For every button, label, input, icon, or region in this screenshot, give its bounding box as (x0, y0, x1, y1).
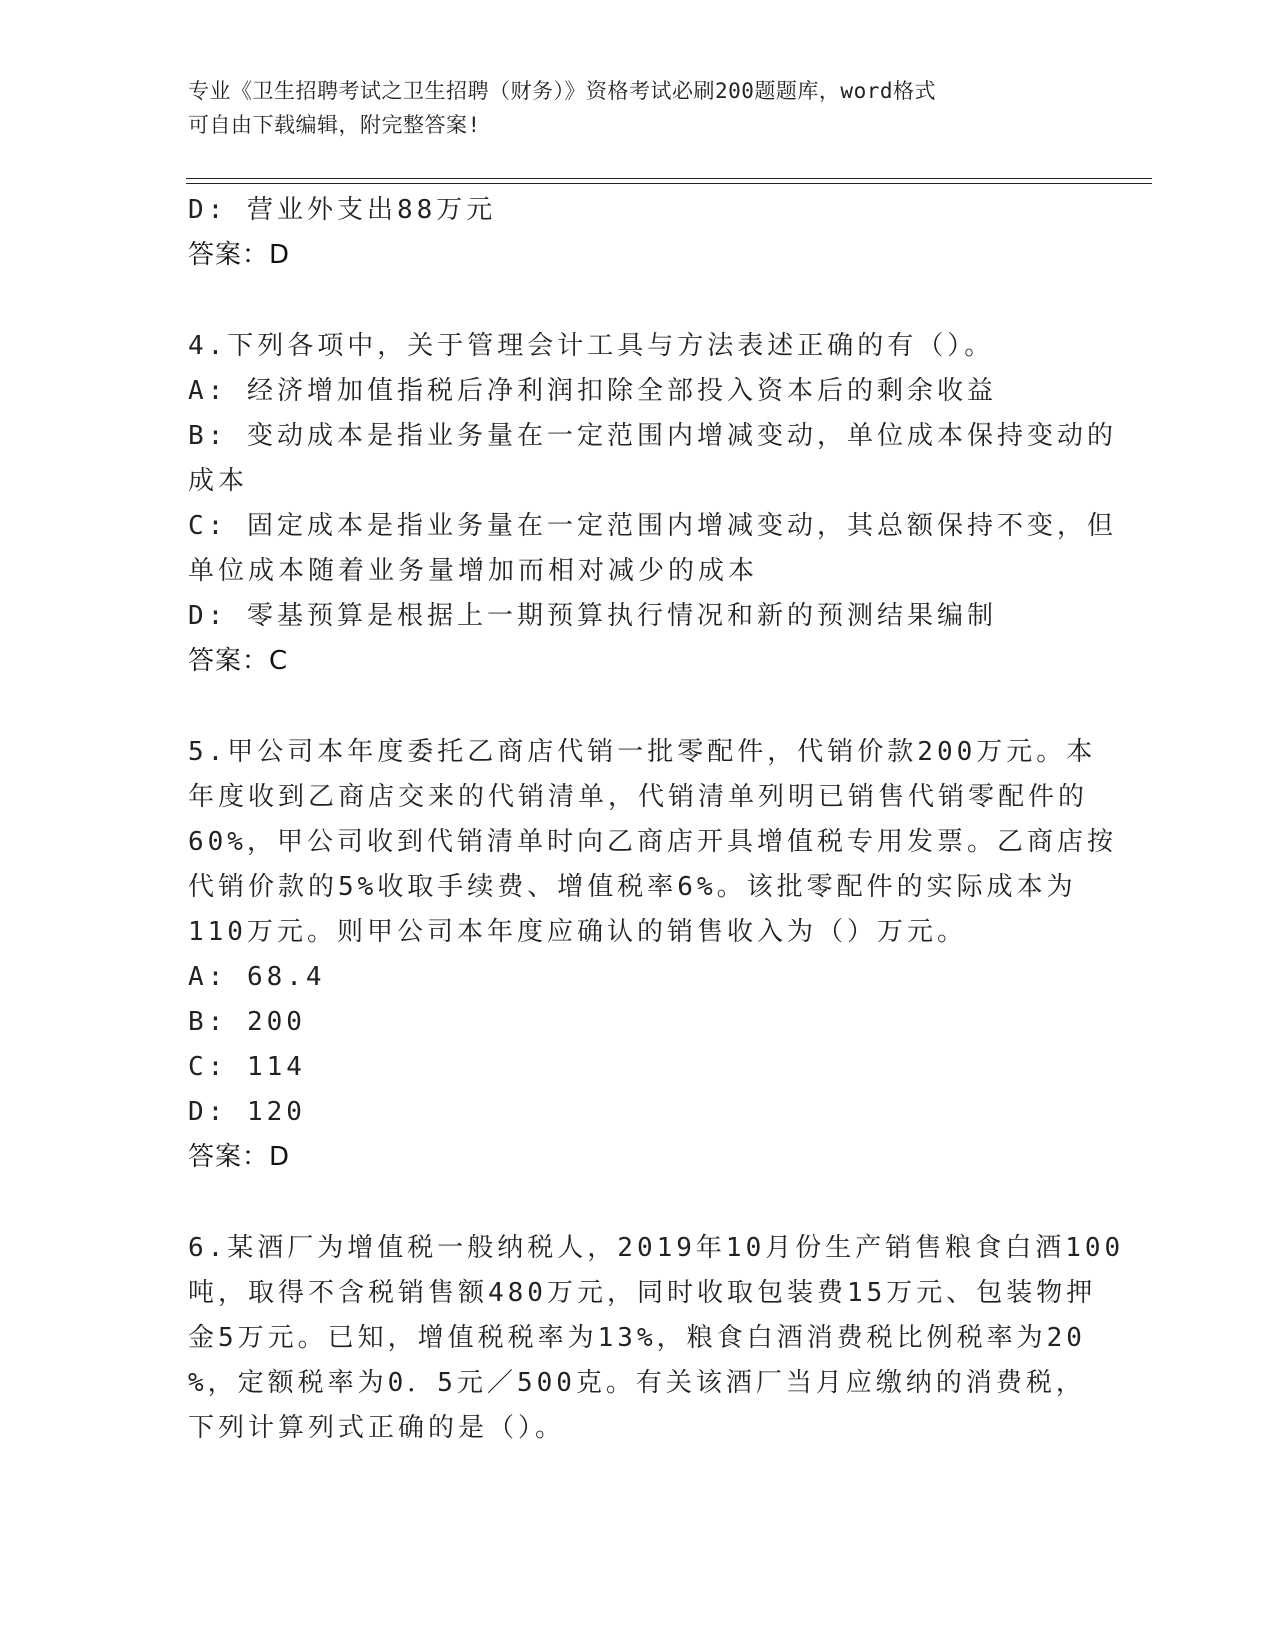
q6-stem-line-4: %，定额税率为0．5元／500克。有关该酒厂当月应缴纳的消费税， (188, 1368, 1086, 1398)
q5-stem-line-1: 5.甲公司本年度委托乙商店代销一批零配件，代销价款200万元。本 (188, 737, 1097, 767)
question-4 (188, 324, 1117, 684)
q4-option-d: D: 零基预算是根据上一期预算执行情况和新的预测结果编制 (188, 601, 997, 631)
q4-option-b-line-1: B: 变动成本是指业务量在一定范围内增减变动，单位成本保持变动的 (188, 421, 1117, 451)
spacer (188, 684, 1078, 730)
q5-stem-line-3: 60%，甲公司收到代销清单时向乙商店开具增值税专用发票。乙商店按 (188, 827, 1117, 857)
q6-stem-line-5: 下列计算列式正确的是（）。 (188, 1413, 566, 1443)
q4-answer: 答案：C (188, 646, 289, 676)
question-content (188, 188, 1125, 1451)
q5-option-a: A: 68.4 (188, 962, 326, 992)
spacer (188, 278, 1078, 324)
header-divider-top (186, 178, 1152, 179)
q6-stem-line-3: 金5万元。已知，增值税税率为13%，粮食白酒消费税比例税率为20 (188, 1323, 1086, 1353)
q5-answer: 答案：D (188, 1142, 291, 1172)
question-5 (188, 730, 1117, 1180)
q4-option-c-line-2: 单位成本随着业务量增加而相对减少的成本 (188, 556, 759, 586)
q5-option-b: B: 200 (188, 1007, 306, 1037)
q4-stem: 4.下列各项中，关于管理会计工具与方法表述正确的有（）。 (188, 331, 995, 361)
q3-option-d: D: 营业外支出88万元 (188, 195, 497, 225)
q5-stem-line-4: 代销价款的5%收取手续费、增值税率6%。该批零配件的实际成本为 (188, 872, 1077, 902)
q5-option-d: D: 120 (188, 1097, 306, 1127)
question-3-tail (188, 188, 1078, 278)
question-6 (188, 1226, 1125, 1451)
header-title-line-2: 可自由下载编辑，附完整答案! (188, 113, 481, 137)
q6-stem-line-2: 吨，取得不含税销售额480万元，同时收取包装费15万元、包装物押 (188, 1278, 1097, 1308)
q5-stem-line-5: 110万元。则甲公司本年度应确认的销售收入为（）万元。 (188, 917, 967, 947)
q5-stem-line-2: 年度收到乙商店交来的代销清单，代销清单列明已销售代销零配件的 (188, 782, 1089, 812)
q4-option-b-line-2: 成本 (188, 466, 249, 496)
q3-answer: 答案：D (188, 240, 291, 270)
q6-stem-line-1: 6.某酒厂为增值税一般纳税人，2019年10月份生产销售粮食白酒100 (188, 1233, 1125, 1263)
q4-option-a: A: 经济增加值指税后净利润扣除全部投入资本后的剩余收益 (188, 376, 997, 406)
header-title-line-1: 专业《卫生招聘考试之卫生招聘（财务）》资格考试必刷200题题库，word格式 (188, 79, 936, 103)
header-divider-bottom (186, 183, 1152, 184)
page-header (188, 74, 1068, 142)
spacer (188, 1180, 1078, 1226)
q5-option-c: C: 114 (188, 1052, 306, 1082)
q4-option-c-line-1: C: 固定成本是指业务量在一定范围内增减变动，其总额保持不变，但 (188, 511, 1117, 541)
